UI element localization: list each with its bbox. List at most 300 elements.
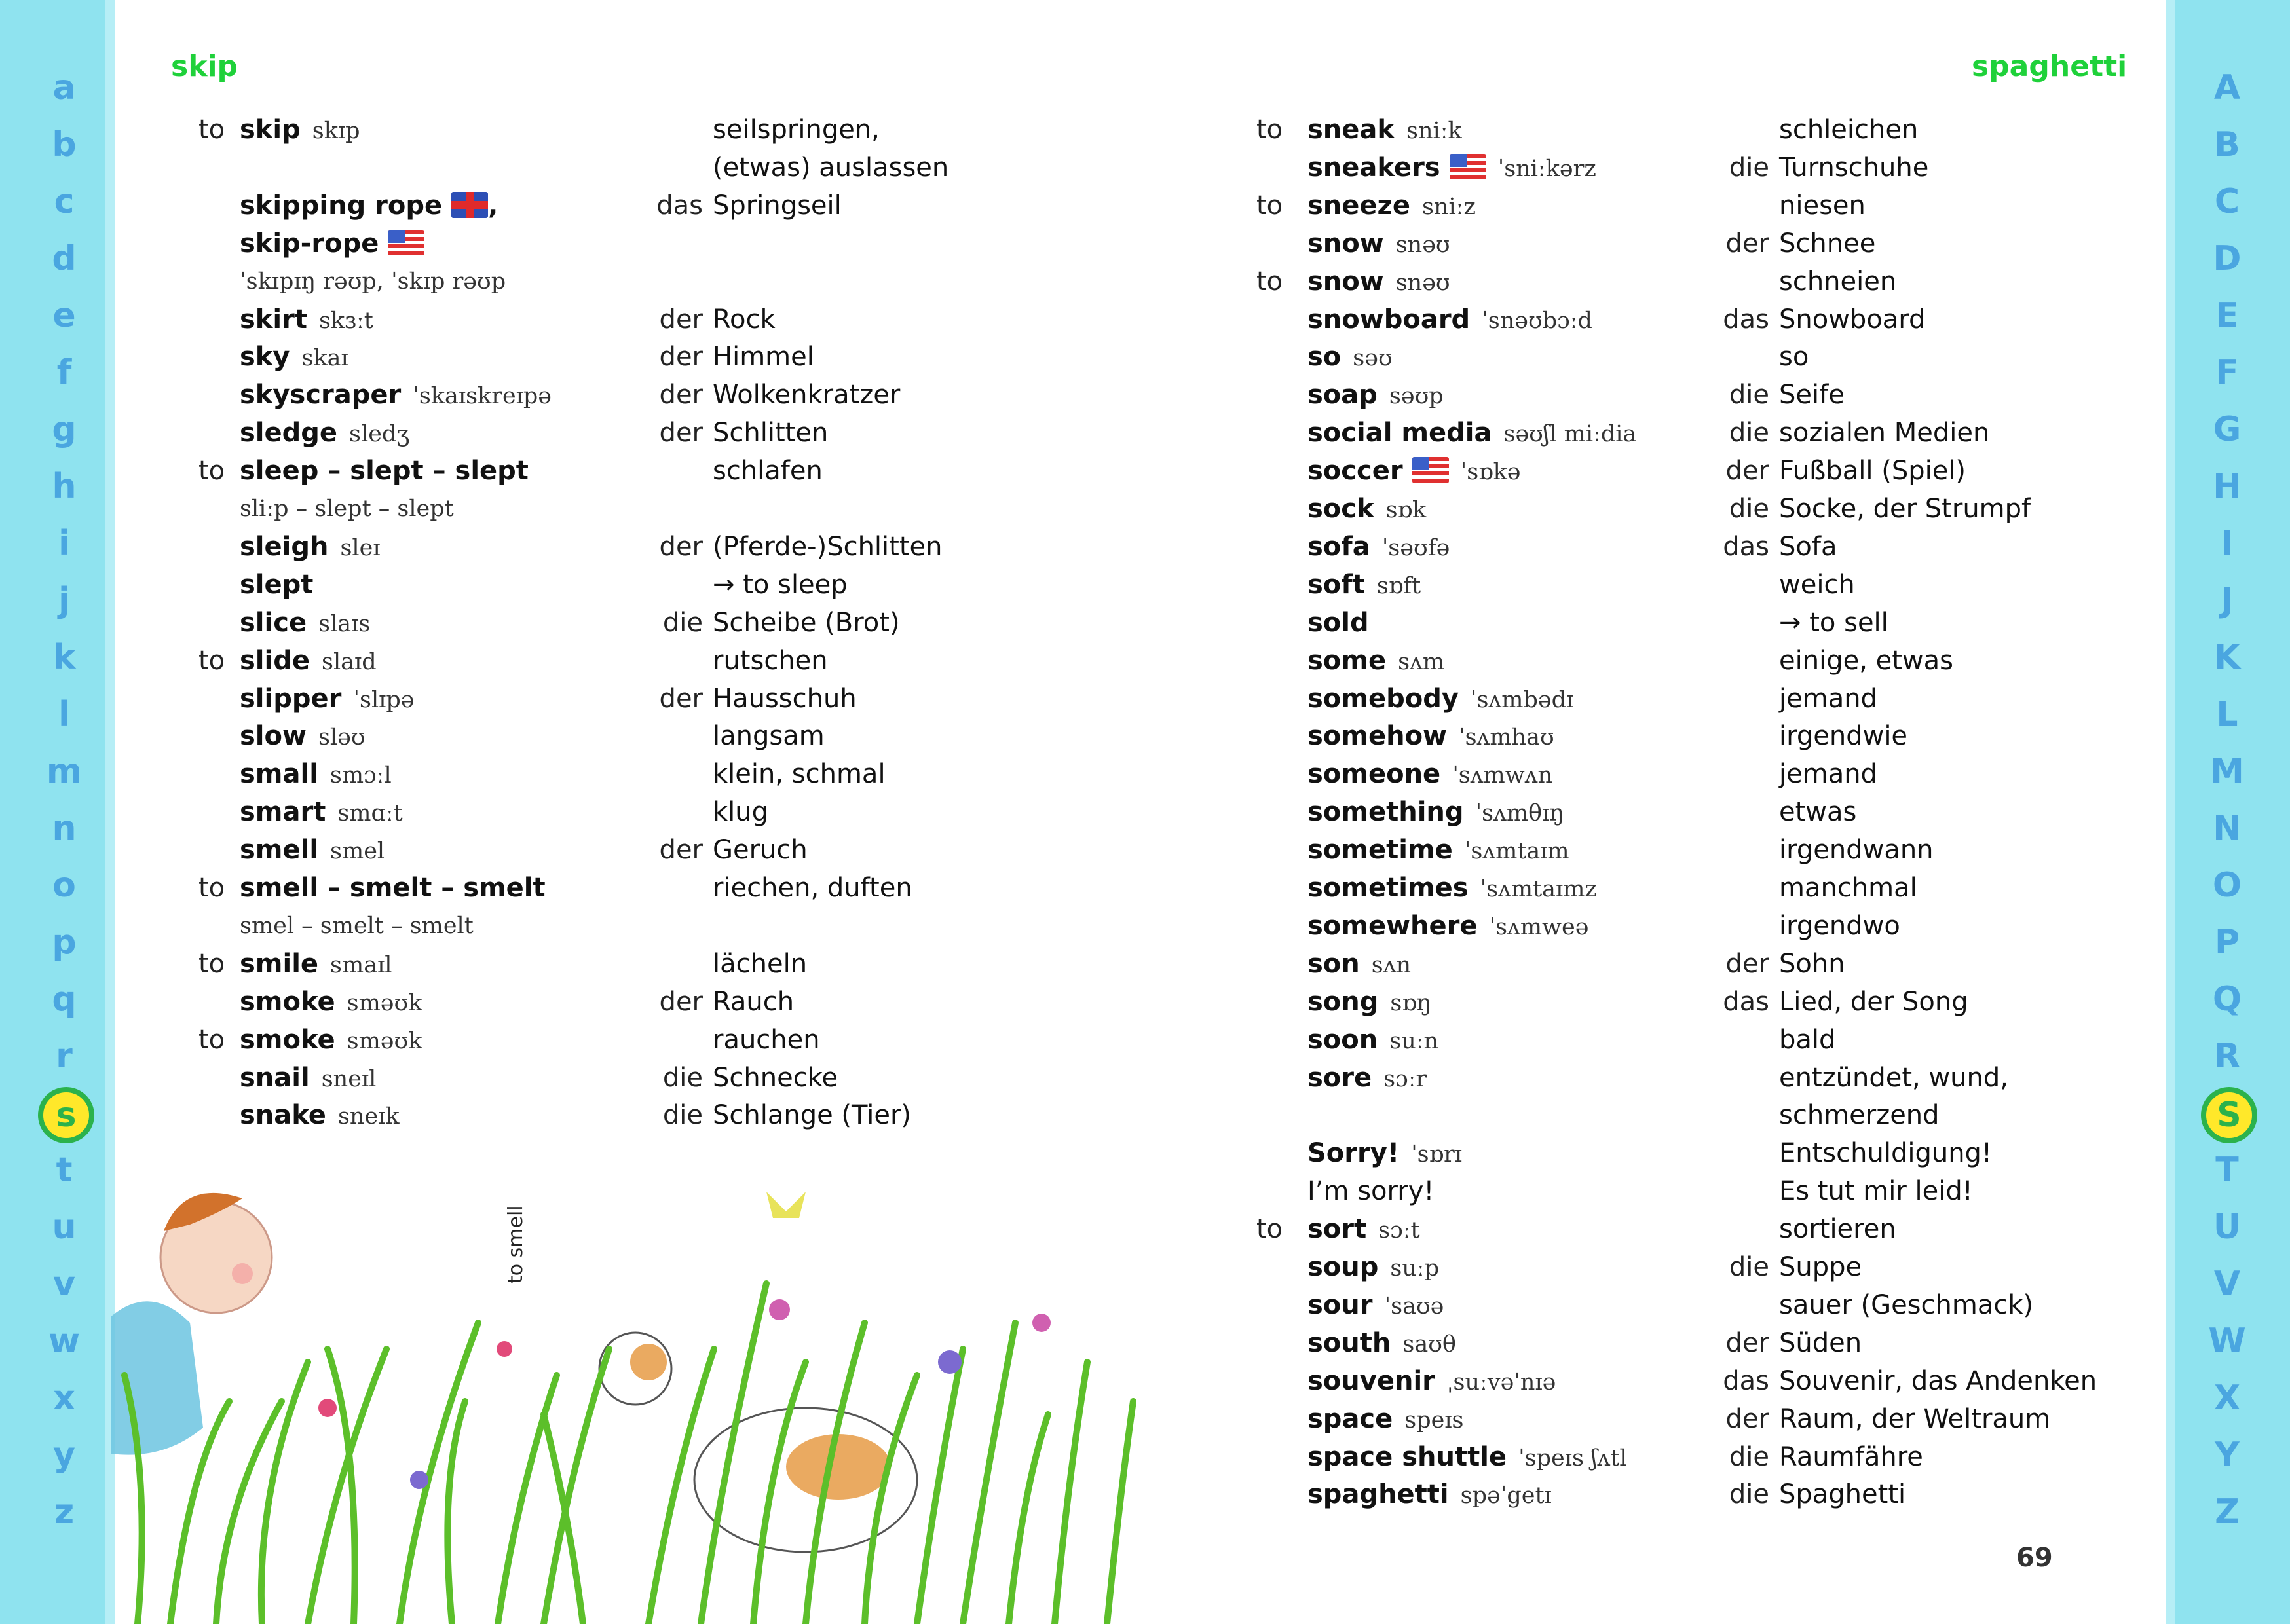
headword-separator: , [488,190,498,221]
translation: Scheibe (Brot) [713,607,900,638]
headword-text: snow [1307,228,1384,259]
meadow-illustration [111,1153,1159,1624]
translation: → to sell [1779,607,1888,638]
alphabet-tab-o[interactable]: o [52,866,76,905]
translation: einige, etwas [1779,645,1953,676]
headword [1307,187,1476,226]
headword [1307,1210,1420,1249]
headword-text: sneak [1307,115,1395,145]
alphabet-tab-d[interactable]: d [52,239,77,278]
article: die [662,1100,703,1131]
article: das [656,190,703,221]
dog-drawing [599,1333,917,1552]
dictionary-entry [0,149,2290,187]
pronunciation: snəʊ [1395,269,1450,296]
headword [1307,263,1450,302]
pronunciation: skɪp [312,118,360,144]
translation: Schnecke [713,1062,838,1093]
headword-text: sledge [240,418,338,449]
translation: irgendwo [1779,910,1900,941]
alphabet-tab-S[interactable]: S [2201,1087,2257,1143]
headword [1307,490,1426,529]
pronunciation: sleɪ [340,534,381,561]
translation: Rock [713,304,776,335]
headword-text: snowboard [1307,304,1471,335]
alphabet-tab-t[interactable]: t [56,1151,73,1190]
alphabet-tab-B[interactable]: B [2214,125,2240,164]
headword-text: sky [240,342,290,373]
article: die [1729,1252,1769,1282]
illustration-caption: to smell [504,1205,527,1283]
alphabet-tab-Q[interactable]: Q [2212,980,2242,1019]
alphabet-tab-M[interactable]: M [2210,752,2244,791]
alphabet-tab-f[interactable]: f [56,353,72,392]
translation: riechen, duften [713,873,912,903]
pronunciation: səʊ [1353,345,1393,372]
translation: rutschen [713,645,828,676]
alphabet-tab-u[interactable]: u [52,1208,77,1247]
translation: langsam [713,721,825,752]
headword [1307,1021,1438,1060]
headword-text: smoke [240,1024,335,1055]
headword-text: sold [1307,607,1369,638]
alphabet-tab-n[interactable]: n [52,809,77,848]
headword-text: south [1307,1327,1391,1358]
alphabet-tab-b[interactable]: b [52,125,77,164]
headword-text: son [1307,948,1360,979]
dictionary-entry [0,301,2290,339]
pronunciation: sɒft [1376,572,1421,599]
article: der [659,986,703,1017]
translation: (etwas) auslassen [713,152,949,183]
pronunciation: sɒk [1385,497,1427,523]
headword-text: skip [240,115,301,145]
translation: entzündet, wund, [1779,1062,2008,1093]
headword-text: space shuttle [1307,1441,1507,1472]
pronunciation: ˈsʌmθɪŋ [1475,800,1564,827]
headword-text: soup [1307,1252,1379,1282]
dictionary-entry [0,490,2290,528]
headword-text: slide [240,645,310,676]
headword [1307,1362,1556,1401]
particle-to: to [198,115,225,145]
article: der [1725,228,1769,259]
translation: Es tut mir leid! [1779,1176,1973,1207]
alphabet-tab-C[interactable]: C [2214,182,2240,221]
headword-text: sore [1307,1062,1372,1093]
headword [1307,111,1462,150]
particle-to: to [198,456,225,487]
alphabet-tab-Y[interactable]: Y [2215,1435,2240,1475]
headword-text: social media [1307,418,1492,449]
article: der [659,683,703,714]
headword-text: song [1307,986,1379,1017]
translation: Wolkenkratzer [713,380,901,411]
alphabet-tab-T[interactable]: T [2215,1151,2239,1190]
headword-text: smile [240,948,319,979]
pronunciation: ˈsʌmhaʊ [1459,724,1554,751]
translation: lächeln [713,948,808,979]
alphabet-tab-O[interactable]: O [2212,866,2242,905]
translation: Snowboard [1779,304,1926,335]
headword-text: snow [1307,266,1384,297]
alphabet-tab-W[interactable]: W [2208,1321,2246,1361]
headword-text: slice [240,607,307,638]
pronunciation: skaɪ [301,345,348,372]
translation: sauer (Geschmack) [1779,1289,2034,1320]
headword-text: sock [1307,494,1374,524]
alphabet-tab-X[interactable]: X [2213,1378,2241,1418]
alphabet-tab-E[interactable]: E [2215,296,2239,335]
alphabet-tab-A[interactable]: A [2213,68,2241,107]
headword-text: somehow [1307,721,1448,752]
pronunciation: sɒŋ [1390,989,1432,1016]
alphabet-tab-s[interactable]: s [38,1087,94,1143]
headword-text: soft [1307,569,1365,600]
translation: irgendwie [1779,721,1908,752]
dictionary-entry [0,263,2290,301]
alphabet-tab-I[interactable]: I [2221,524,2234,563]
headword-text: smell [240,835,319,866]
pronunciation: sledʒ [349,421,410,448]
alphabet-tab-F[interactable]: F [2215,353,2239,392]
alphabet-tab-V[interactable]: V [2213,1264,2241,1304]
alphabet-tab-U[interactable]: U [2213,1208,2242,1247]
translation: Schnee [1779,228,1876,259]
pronunciation: səʊp [1389,383,1444,410]
headword-text: somewhere [1307,910,1478,941]
headword [1307,1475,1552,1515]
headword [1307,301,1592,340]
particle-to: to [1256,190,1283,221]
translation: Raumfähre [1779,1441,1923,1472]
pronunciation: ˈsnəʊbɔːd [1482,307,1592,334]
pronunciation: ˈsʌmweə [1489,913,1589,940]
translation: Souvenir, das Andenken [1779,1365,2097,1396]
alphabet-tab-H[interactable]: H [2213,467,2242,506]
pronunciation: smel [330,838,385,865]
headword [1307,566,1421,605]
article: die [1729,494,1769,524]
headword [1307,755,1552,794]
headword [1307,1248,1439,1287]
headword [1307,717,1554,756]
headword-text: smoke [240,986,335,1017]
article: der [1725,1403,1769,1434]
headword [1307,680,1573,719]
alphabet-tab-l[interactable]: l [58,695,70,734]
pronunciation: smɔːl [329,762,392,789]
pronunciation: ˈsəʊfə [1381,534,1450,561]
headword [1307,831,1569,870]
pronunciation: spəˈgetɪ [1460,1483,1552,1509]
translation: Lied, der Song [1779,986,1968,1017]
dictionary-entry [0,945,2290,983]
headword-text: skirt [240,304,307,335]
headword [1307,225,1450,264]
alphabet-tab-P[interactable]: P [2214,923,2240,962]
dictionary-entry [0,642,2290,680]
dictionary-entry [0,831,2290,869]
article: der [659,835,703,866]
translation: seilspringen, [713,115,880,145]
headword-text: slow [240,721,307,752]
headword: I’m sorry! [1307,1176,1435,1207]
dictionary-entry [0,717,2290,755]
translation: schleichen [1779,115,1919,145]
alphabet-tab-v[interactable]: v [53,1264,75,1304]
translation: Springseil [713,190,842,221]
pronunciation: sniːk [1406,118,1462,144]
article: der [1725,1327,1769,1358]
headword-text: someone [1307,759,1441,790]
alphabet-tab-h[interactable]: h [52,467,77,506]
pronunciation: suːn [1389,1027,1439,1054]
headword [1307,1324,1456,1363]
pronunciation: sməʊk [347,989,422,1016]
alphabet-tab-G[interactable]: G [2213,410,2242,449]
translation: irgendwann [1779,835,1934,866]
pronunciation: snəʊ [1395,231,1450,258]
pronunciation: ˌsuːvəˈnɪə [1446,1369,1556,1395]
headword-text: somebody [1307,683,1459,714]
pronunciation: slaɪs [318,610,371,637]
headword-text: snake [240,1100,326,1131]
pronunciation: skɜːt [318,307,373,334]
headword-text: spaghetti [1307,1479,1449,1510]
article: der [1725,948,1769,979]
pronunciation: smɑːt [337,800,403,827]
dictionary-entry [0,1021,2290,1059]
translation: Sohn [1779,948,1845,979]
alphabet-tab-q[interactable]: q [52,980,77,1019]
pronunciation: ˈsʌmtaɪm [1464,838,1569,865]
headword-text: Sorry! [1307,1138,1400,1169]
headword-text: soap [1307,380,1378,411]
pronunciation: səʊʃl miːdia [1503,421,1637,448]
pronunciation: sneɪk [337,1103,400,1130]
alphabet-tab-p[interactable]: p [52,923,77,962]
pronunciation: sʌm [1398,648,1445,675]
alphabet-tab-w[interactable]: w [48,1321,81,1361]
dictionary-entry [0,1059,2290,1097]
alphabet-tab-r[interactable]: r [56,1037,73,1076]
pronunciation: sneɪl [321,1065,377,1092]
headword [1307,1400,1464,1439]
headword-text: something [1307,797,1464,828]
pronunciation: ˈslɪpə [353,686,415,713]
particle-to: to [198,1024,225,1055]
pronunciation: saʊθ [1402,1331,1456,1357]
alphabet-tab-m[interactable]: m [46,752,83,791]
particle-to: to [198,873,225,903]
dictionary-entry [0,187,2290,225]
pronunciation: sməʊk [347,1027,422,1054]
headword-text: souvenir [1307,1365,1435,1396]
alphabet-tab-i[interactable]: i [58,524,70,563]
particle-to: to [198,948,225,979]
pronunciation: ˈspeɪs ʃʌtl [1518,1445,1627,1471]
dictionary-entry [0,983,2290,1021]
alphabet-tab-j[interactable]: j [58,581,70,620]
alphabet-tab-c[interactable]: c [54,182,75,221]
headword [1307,528,1450,567]
dictionary-entry [0,680,2290,718]
particle-to: to [1256,266,1283,297]
translation: Spaghetti [1779,1479,1906,1510]
pronunciation: smaɪl [330,951,392,978]
article: die [1729,1479,1769,1510]
article: der [659,418,703,449]
article: die [662,607,703,638]
translation: manchmal [1779,873,1917,903]
headword [1307,338,1393,377]
dictionary-entry [0,111,2290,149]
translation: Turnschuhe [1779,152,1929,183]
alphabet-tab-y[interactable]: y [53,1435,75,1475]
article: der [659,380,703,411]
headword-text: soccer [1307,456,1403,487]
article: das [1723,1365,1769,1396]
translation: (Pferde-)Schlitten [713,531,943,562]
dictionary-entry [0,338,2290,376]
particle-to: to [1256,115,1283,145]
alphabet-tab-N[interactable]: N [2213,809,2242,848]
alphabet-tab-R[interactable]: R [2213,1037,2241,1076]
translation: jemand [1779,683,1877,714]
alphabet-tab-Z[interactable]: Z [2215,1492,2240,1532]
particle-to: to [198,645,225,676]
translation: niesen [1779,190,1866,221]
translation: rauchen [713,1024,820,1055]
translation: Schlange (Tier) [713,1100,912,1131]
alphabet-tab-e[interactable]: e [52,296,76,335]
translation: schlafen [713,456,823,487]
article: die [1729,380,1769,411]
headword-text: small [240,759,318,790]
headword-text: slept [240,569,314,600]
pronunciation: slaɪd [322,648,377,675]
translation: Sofa [1779,531,1837,562]
dictionary-entry [0,907,2290,945]
dictionary-entry [0,566,2290,604]
alphabet-tab-k[interactable]: k [52,638,76,677]
headword [1307,1286,1444,1325]
headword [1307,1438,1627,1477]
article: die [662,1062,703,1093]
headword-text: sometimes [1307,873,1469,903]
alphabet-tab-L[interactable]: L [2216,695,2238,734]
alphabet-tab-x[interactable]: x [53,1378,75,1418]
dictionary-entry [0,528,2290,566]
alphabet-tab-J[interactable]: J [2221,581,2234,620]
headword [1307,414,1636,453]
headword [1307,1134,1462,1173]
headword-text: sometime [1307,835,1453,866]
pronunciation: sniːz [1421,193,1476,220]
guide-word-right: spaghetti [1972,50,2128,83]
translation: Geruch [713,835,808,866]
headword [1307,149,1596,188]
translation: Fußball (Spiel) [1779,456,1966,487]
headword-text: slipper [240,683,342,714]
translation: bald [1779,1024,1836,1055]
pronunciation: sɔːt [1378,1217,1420,1244]
headword-text: snail [240,1062,310,1093]
translation: Himmel [713,342,814,373]
article: der [659,304,703,335]
pronunciation-line: ˈskɪpɪŋ rəʊp, ˈskɪp rəʊp [240,268,506,295]
pronunciation: sləʊ [318,724,366,751]
headword-text: skip-rope [240,228,379,259]
translation: Hausschuh [713,683,857,714]
headword-text: smart [240,797,326,828]
headword-text: skipping rope [240,190,443,221]
translation: → to sleep [713,569,848,600]
headword-text: so [1307,342,1342,373]
translation: Suppe [1779,1252,1862,1282]
headword-text: smell – smelt – smelt [240,873,546,903]
headword-text: some [1307,645,1387,676]
headword [1307,983,1431,1022]
particle-to: to [1256,1214,1283,1245]
translation: Rauch [713,986,795,1017]
us-flag-icon [1412,457,1449,483]
article: das [1723,986,1769,1017]
translation: Entschuldigung! [1779,1138,1992,1169]
pronunciation: ˈsniːkərz [1497,155,1596,182]
headword [1307,604,1369,642]
page-number: 69 [2016,1543,2053,1573]
alphabet-tab-a[interactable]: a [52,68,76,107]
article: der [659,531,703,562]
headword-text: soon [1307,1024,1378,1055]
alphabet-tab-z[interactable]: z [54,1492,75,1532]
translation: jemand [1779,759,1877,790]
translation: Süden [1779,1327,1862,1358]
article: die [1729,1441,1769,1472]
pronunciation: ˈsʌmtaɪmz [1480,876,1597,902]
alphabet-tab-D[interactable]: D [2213,239,2242,278]
pronunciation: suːp [1390,1255,1440,1282]
headword-text: sour [1307,1289,1373,1320]
translation: klug [713,797,769,828]
headword [1307,793,1564,832]
pronunciation: ˈsʌmwʌn [1452,762,1553,789]
headword-text: space [1307,1403,1393,1434]
article: die [1729,418,1769,449]
article: das [1723,304,1769,335]
translation: schneien [1779,266,1897,297]
translation: Seife [1779,380,1845,411]
headword [1307,907,1588,946]
headword-text: sofa [1307,531,1370,562]
translation: Schlitten [713,418,829,449]
alphabet-tab-g[interactable]: g [52,410,77,449]
article: der [1725,456,1769,487]
pronunciation-line: sliːp – slept – slept [240,496,454,522]
pronunciation: ˈsɒrɪ [1411,1141,1462,1168]
headword [1307,869,1597,908]
article: der [659,342,703,373]
pronunciation: ˈsʌmbədɪ [1470,686,1574,713]
pronunciation: sʌn [1371,951,1412,978]
headword [1307,452,1521,491]
article: die [1729,152,1769,183]
alphabet-tab-K[interactable]: K [2213,638,2241,677]
translation: klein, schmal [713,759,886,790]
dictionary-entry [0,869,2290,907]
